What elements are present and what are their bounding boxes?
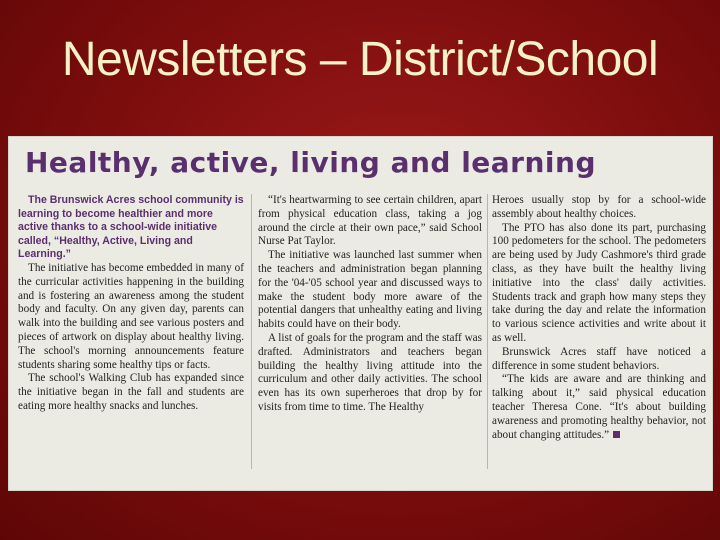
article-column-1 xyxy=(18,194,244,414)
column-divider xyxy=(251,194,252,469)
article-column-2 xyxy=(258,194,482,415)
article-paragraph: The PTO has also done its part, purchasing 100 pedometers for the school. The pedometers are being used by Judy Cashmore's third grade class, as they have built the healthy living initiative into the class' daily activities. Students track and graph how many steps they take during the day and relate the information to various science activities and write about it as well. xyxy=(492,221,706,344)
article-paragraph: “It's heartwarming to see certain children, apart from physical education class, taking a jog around the circle at their own pace,” said School Nurse Pat Taylor. xyxy=(258,194,482,248)
article-headline: Healthy, active, living and learning xyxy=(25,146,596,179)
article-paragraph: A list of goals for the program and the staff was drafted. Administrators and teachers began building the healthy living attitude into the curriculum and other daily activities. The school even has its own superheroes that drop by for visits from time to time. The Healthy xyxy=(258,331,482,413)
column-divider xyxy=(487,194,488,469)
article-column-3 xyxy=(492,194,706,442)
slide-title: Newsletters – District/School xyxy=(61,33,659,86)
article-paragraph: Heroes usually stop by for a school-wide assembly about healthy choices. xyxy=(492,194,706,220)
article-paragraph: The initiative was launched last summer when the teachers and administration began planning for the '04-'05 school year and discussed ways to make the student body more aware of the potential dangers that unhealthy eating and living habits could have on their body. xyxy=(258,249,482,331)
end-of-article-mark xyxy=(613,431,620,438)
article-paragraph: Brunswick Acres staff have noticed a difference in some student behaviors. xyxy=(492,345,706,372)
article-paragraph: The school's Walking Club has expanded since the initiative began in the fall and students are eating more healthy snacks and lunches. xyxy=(18,372,244,412)
article-paragraph: The initiative has become embedded in many of the curricular activities happening in the building and is fostering an awareness among the student body and faculty. On any given day, parents can walk into the building and see various posters and pieces of artwork on display about healthy living. The school's morning announcements feature students sharing some healthy tips or facts. xyxy=(18,261,244,371)
newsletter-clipping xyxy=(8,136,713,491)
article-paragraph-final xyxy=(492,373,706,442)
article-lead: The Brunswick Acres school community is learning to become healthier and more active thanks to a school-wide initiative called, “Healthy, Active, Living and Learning.” xyxy=(18,194,244,261)
article-final-text: “The kids are aware and are thinking and talking about it,” said physical education teacher Theresa Cone. “It's about building awareness and promoting healthy behavior, not about changing attitudes.” xyxy=(492,373,706,441)
